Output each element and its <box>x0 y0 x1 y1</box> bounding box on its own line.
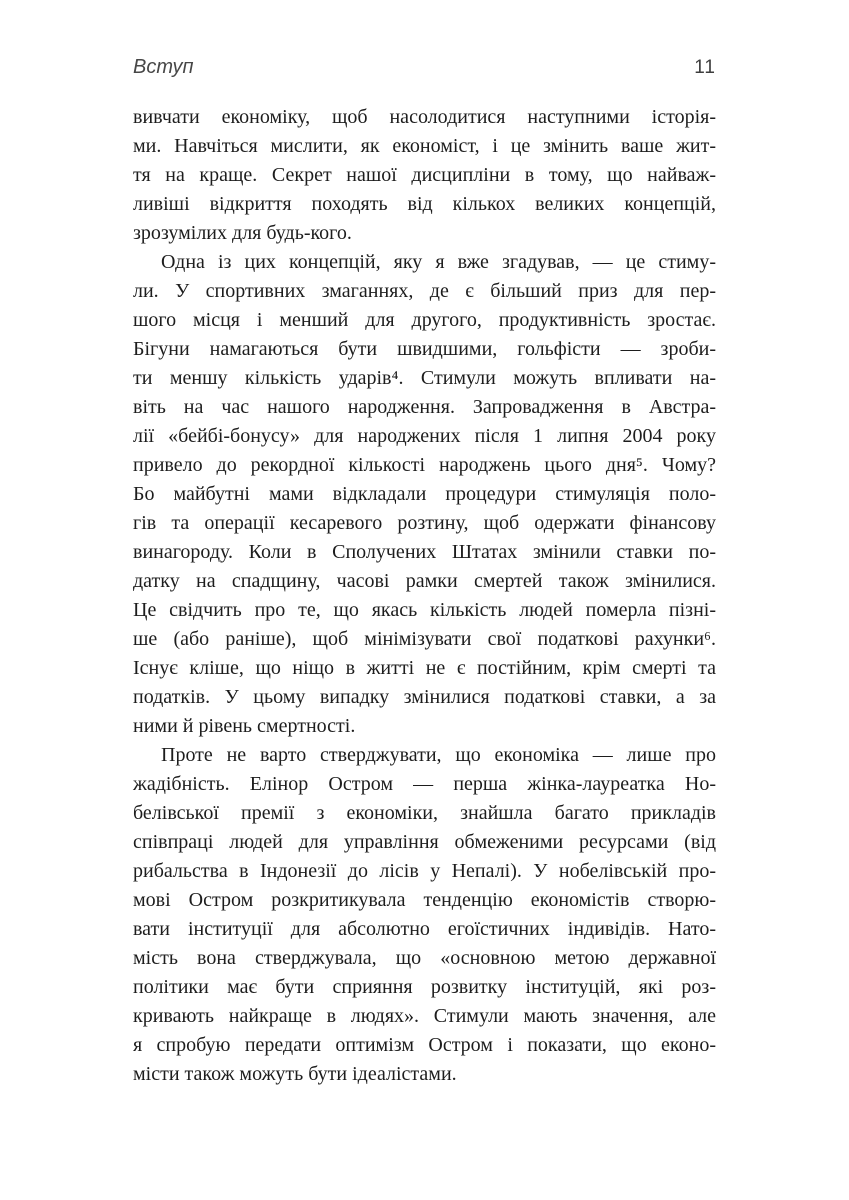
text-line: Бо майбутні мами відкладали процедури стимуляція поло- <box>133 483 716 505</box>
text-line: ливіші відкриття походять від кількох великих концепцій, <box>133 193 716 215</box>
text-line: привело до рекордної кількості народжень цього дня⁵. Чому? <box>133 454 716 476</box>
text-line: співпраці людей для управління обмеженими ресурсами (від <box>133 831 716 853</box>
text-line: Існує кліше, що ніщо в житті не є постійним, крім смерті та <box>133 657 716 679</box>
text-line: податків. У цьому випадку змінилися податкові ставки, а за <box>133 686 716 708</box>
body-text <box>133 103 716 1089</box>
text-line: зрозумілих для будь-кого. <box>133 222 352 244</box>
text-line: ше (або раніше), щоб мінімізувати свої податкові рахунки⁶. <box>133 628 716 650</box>
paragraph <box>133 248 716 741</box>
text-line: вати інституції для абсолютно егоїстичних індивідів. Нато- <box>133 918 716 940</box>
text-line: рибальства в Індонезії до лісів у Непалі). У нобелівській про- <box>133 860 716 882</box>
text-line: жадібність. Елінор Остром — перша жінка-лауреатка Но- <box>133 773 716 795</box>
text-line: місти також можуть бути ідеалістами. <box>133 1063 457 1085</box>
text-line: я спробую передати оптимізм Остром і показати, що еконо- <box>133 1034 716 1056</box>
text-line: Це свідчить про те, що якась кількість людей померла пізні- <box>133 599 716 621</box>
text-line: мові Остром розкритикувала тенденцію економістів створю- <box>133 889 716 911</box>
running-title: Вступ <box>133 56 194 78</box>
page-header <box>133 56 716 82</box>
text-line: гів та операції кесаревого розтину, щоб одержати фінансову <box>133 512 716 534</box>
text-line: Бігуни намагаються бути швидшими, гольфісти — зроби- <box>133 338 716 360</box>
text-line: шого місця і менший для другого, продуктивність зростає. <box>133 309 716 331</box>
text-line: ми. Навчіться мислити, як економіст, і це змінить ваше жит- <box>133 135 716 157</box>
text-line: ти меншу кількість ударів⁴. Стимули можуть впливати на- <box>133 367 716 389</box>
paragraph <box>133 741 716 1089</box>
text-line: ними й рівень смертності. <box>133 715 356 737</box>
text-line: політики має бути сприяння розвитку інституцій, які роз- <box>133 976 716 998</box>
text-line: тя на краще. Секрет нашої дисципліни в тому, що найваж- <box>133 164 716 186</box>
text-line: винагороду. Коли в Сполучених Штатах змінили ставки по- <box>133 541 716 563</box>
paragraph <box>133 103 716 248</box>
text-line: белівської премії з економіки, знайшла багато прикладів <box>133 802 716 824</box>
text-line: вивчати економіку, щоб насолодитися наступними історія- <box>133 106 716 128</box>
text-line: датку на спадщину, часові рамки смертей також змінилися. <box>133 570 716 592</box>
page-number: 11 <box>694 57 716 78</box>
text-line: віть на час нашого народження. Запровадження в Австра- <box>133 396 716 418</box>
text-line: лії «бейбі-бонусу» для народжених після 1 липня 2004 року <box>133 425 716 447</box>
text-line: кривають найкраще в людях». Стимули мають значення, але <box>133 1005 716 1027</box>
text-line: мість вона стверджувала, що «основною метою державної <box>133 947 716 969</box>
text-line: Проте не варто стверджувати, що економіка — лише про <box>161 744 716 766</box>
text-line: ли. У спортивних змаганнях, де є більший приз для пер- <box>133 280 716 302</box>
text-line: Одна із цих концепцій, яку я вже згадував, — це стиму- <box>161 251 716 273</box>
